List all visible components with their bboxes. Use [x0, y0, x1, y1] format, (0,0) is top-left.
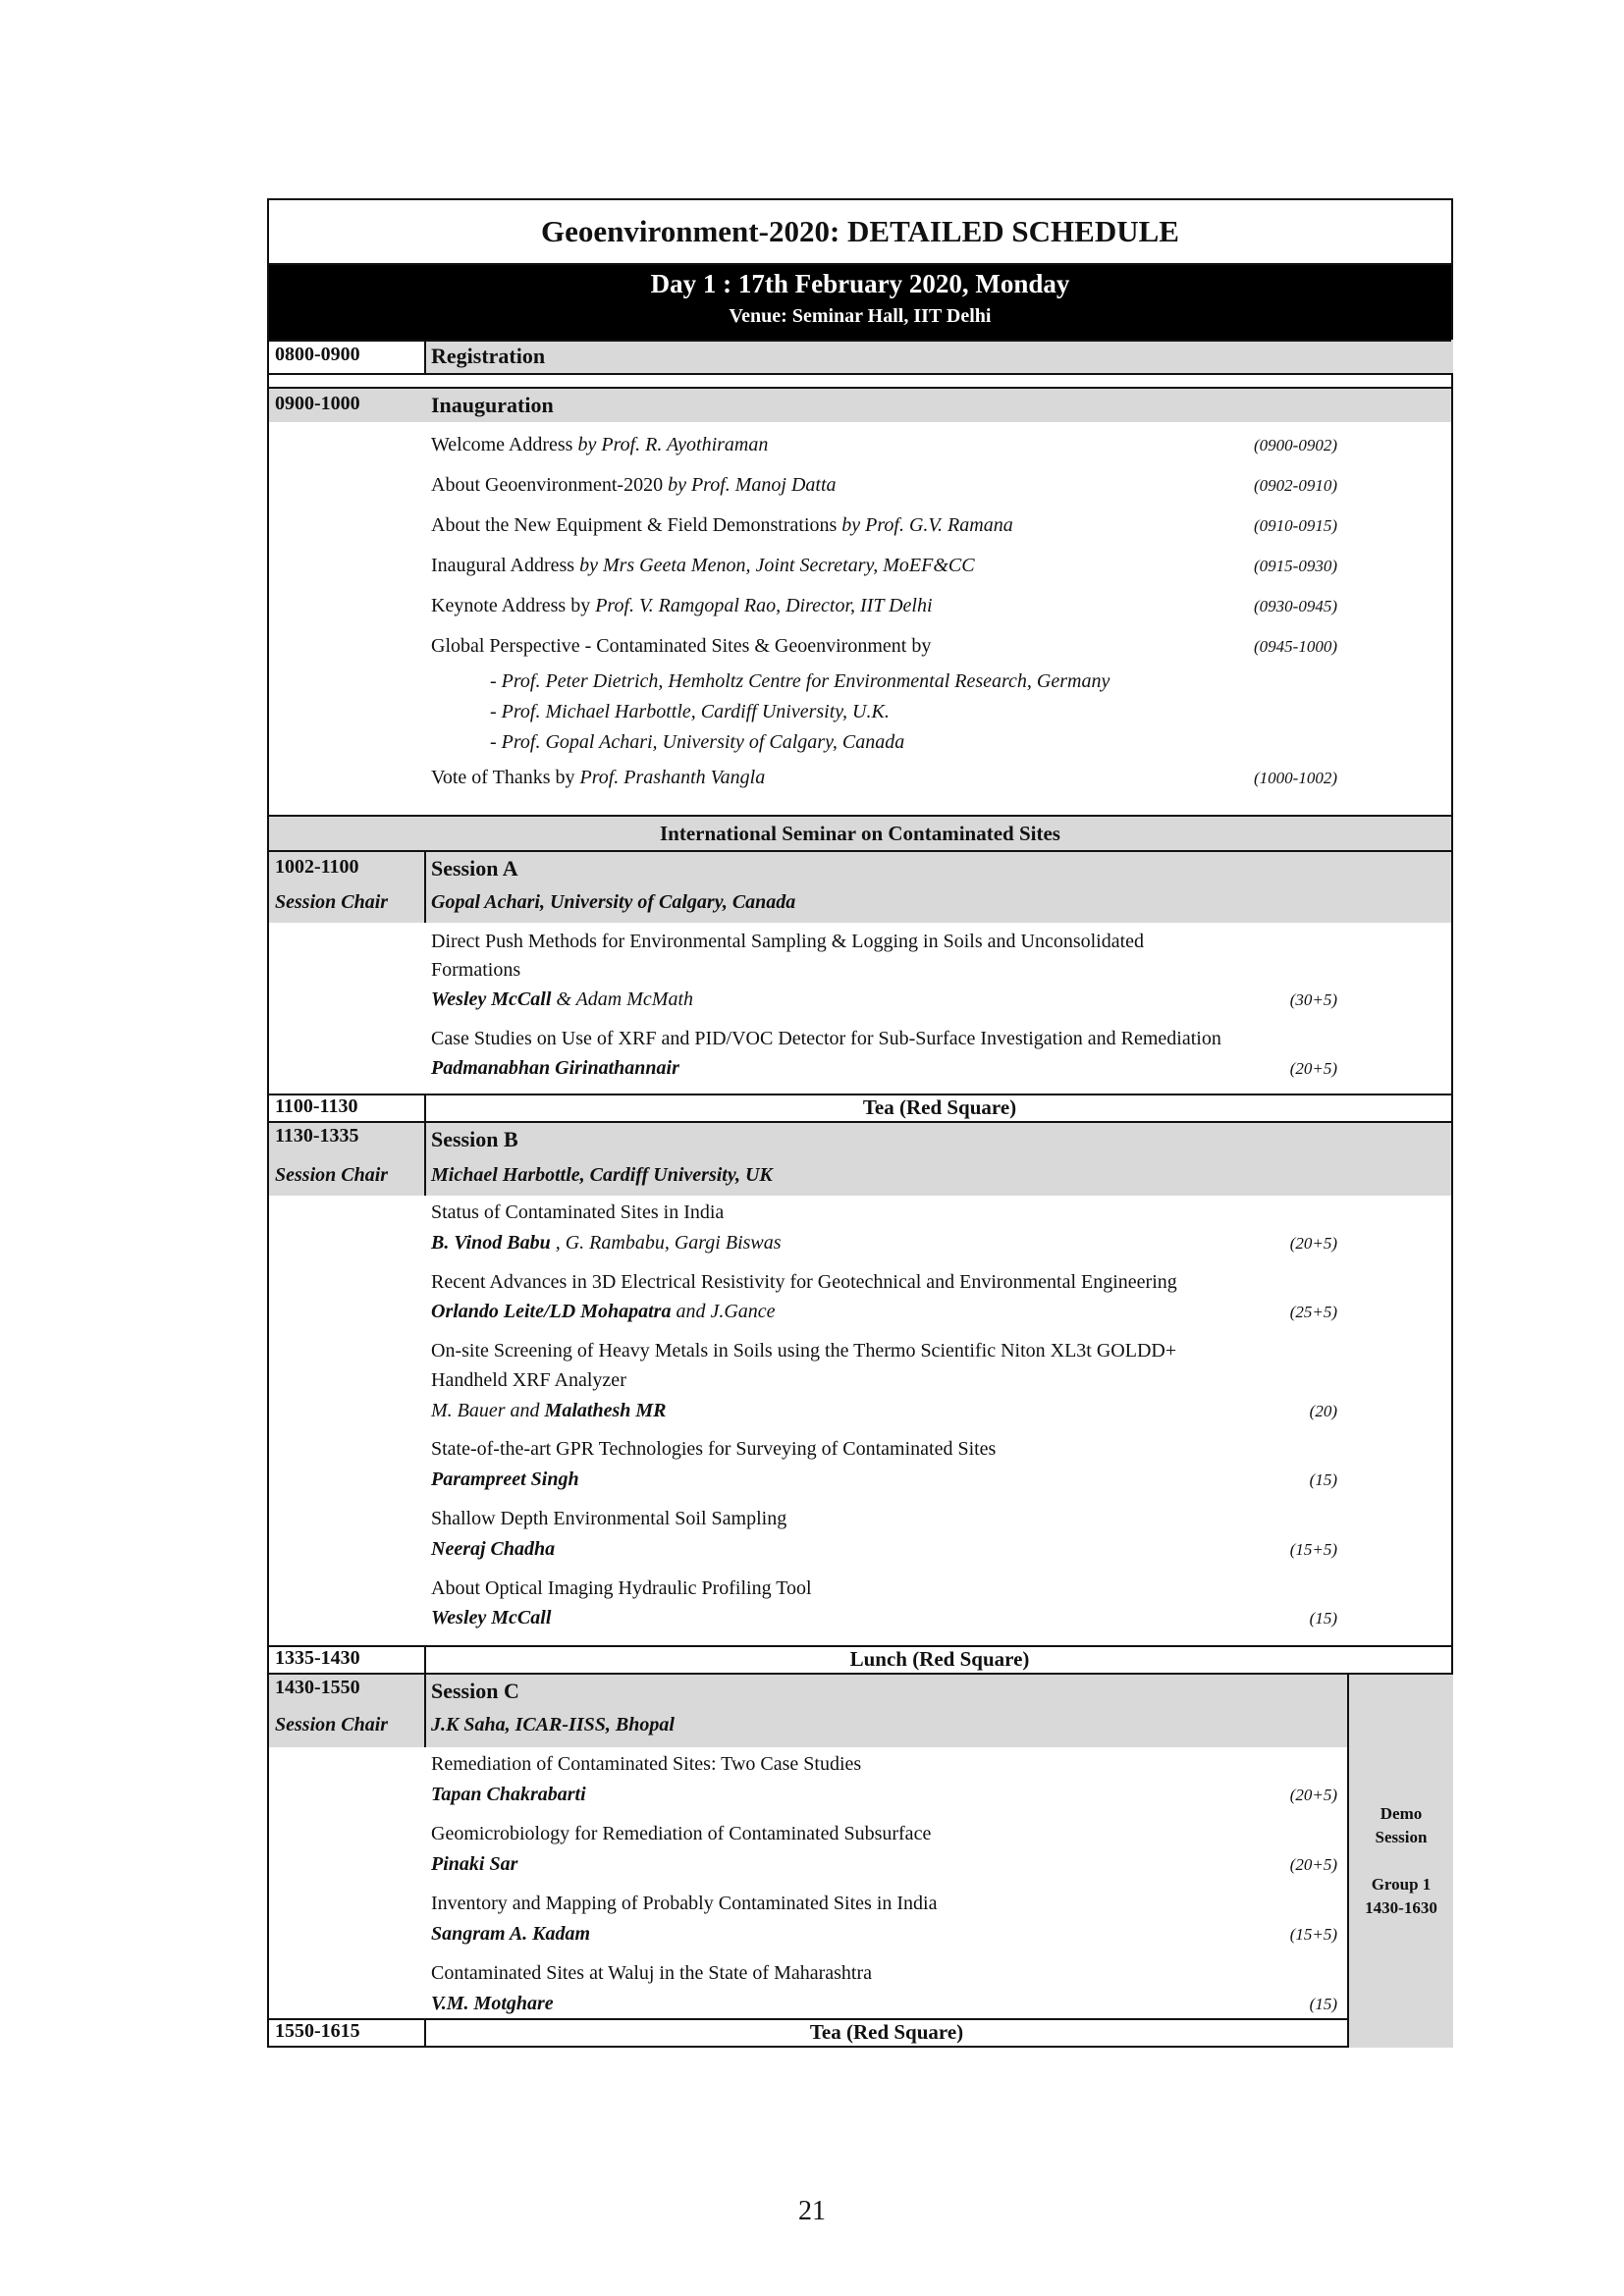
lunch-time: 1335-1430 [275, 1647, 360, 1669]
talk-author: Wesley McCall & Adam McMath [431, 988, 693, 1010]
talk-author: Wesley McCall [431, 1607, 552, 1629]
demo-session-label: Demo Session Group 1 1430-1630 [1365, 1804, 1437, 1917]
session-chair-label: Session Chair [275, 1164, 389, 1186]
seminar-title: International Seminar on Contaminated Sites [269, 817, 1451, 850]
agenda-item: Global Perspective - Contaminated Sites & Geoenvironment by [431, 635, 932, 657]
talk-title: Direct Push Methods for Environmental Sampling & Logging in Soils and Unconsolidated [431, 931, 1145, 952]
talk-title: Contaminated Sites at Waluj in the State of Maharashtra [431, 1962, 873, 1984]
talk-author: V.M. Motghare [431, 1993, 554, 2014]
tea-break: Tea (Red Square) [862, 1095, 1017, 1119]
session-b-chair: Michael Harbottle, Cardiff University, UK [431, 1164, 773, 1186]
talk-duration: (30+5) [1289, 990, 1337, 1009]
agenda-time: (0902-0910) [1254, 476, 1337, 495]
registration-label: Registration [431, 344, 546, 368]
talk-duration: (20+5) [1289, 1786, 1337, 1804]
talk-author: Padmanabhan Girinathannair [431, 1057, 679, 1079]
talk-title: Handheld XRF Analyzer [431, 1369, 626, 1391]
talk-title: Shallow Depth Environmental Soil Sampling [431, 1508, 787, 1529]
talk-author: B. Vinod Babu , G. Rambabu, Gargi Biswas [431, 1232, 782, 1254]
inauguration-label: Inauguration [431, 393, 554, 417]
venue: Venue: Seminar Hall, IIT Delhi [729, 305, 992, 327]
talk-duration: (25+5) [1289, 1303, 1337, 1321]
talk-author: Neeraj Chadha [431, 1538, 556, 1560]
registration-band [426, 340, 1453, 373]
divider [269, 340, 1451, 342]
schedule-table [267, 198, 1453, 2048]
session-a-time: 1002-1100 [275, 856, 359, 878]
talk-duration: (15) [1309, 1609, 1337, 1628]
session-c-time: 1430-1550 [275, 1677, 360, 1698]
talk-author: Orlando Leite/LD Mohapatra and J.Gance [431, 1301, 776, 1322]
talk-title: About Optical Imaging Hydraulic Profiling Tool [431, 1577, 812, 1599]
page-number: 21 [798, 2196, 826, 2226]
session-c-title: Session C [431, 1679, 519, 1703]
talk-duration: (20+5) [1289, 1059, 1337, 1078]
schedule-title: Geoenvironment-2020: DETAILED SCHEDULE [541, 214, 1179, 248]
agenda-item: About Geoenvironment-2020 by Prof. Manoj Datta [431, 474, 837, 496]
speaker: - Prof. Peter Dietrich, Hemholtz Centre for Environmental Research, Germany [490, 670, 1110, 692]
registration-time: 0800-0900 [275, 344, 360, 365]
agenda-time: (0900-0902) [1254, 436, 1337, 454]
talk-duration: (20+5) [1289, 1234, 1337, 1253]
talk-duration: (20+5) [1289, 1855, 1337, 1874]
talk-title: Recent Advances in 3D Electrical Resistivity for Geotechnical and Environmental Engineering [431, 1271, 1177, 1293]
agenda-item: Welcome Address by Prof. R. Ayothiraman [431, 434, 769, 455]
talk-author: Parampreet Singh [431, 1468, 579, 1490]
agenda-item: Inaugural Address by Mrs Geeta Menon, Joint Secretary, MoEF&CC [431, 555, 975, 576]
talk-duration: (20) [1309, 1402, 1337, 1420]
talk-title: Case Studies on Use of XRF and PID/VOC Detector for Sub-Surface Investigation and Remediation [431, 1028, 1221, 1049]
talk-title: On-site Screening of Heavy Metals in Soils using the Thermo Scientific Niton XL3t GOLDD+ [431, 1340, 1177, 1362]
divider [269, 373, 1451, 375]
session-a-title: Session A [431, 856, 518, 881]
session-chair-label: Session Chair [275, 891, 389, 913]
session-b-title: Session B [431, 1127, 518, 1151]
day-title: Day 1 : 17th February 2020, Monday [650, 269, 1070, 298]
talk-title: Formations [431, 959, 521, 981]
agenda-time: (0930-0945) [1254, 597, 1337, 615]
speaker: - Prof. Michael Harbottle, Cardiff University, U.K. [490, 701, 890, 722]
talk-author: Tapan Chakrabarti [431, 1784, 586, 1805]
divider [424, 1675, 426, 1747]
agenda-time: (0910-0915) [1254, 516, 1337, 535]
speaker: - Prof. Gopal Achari, University of Calgary, Canada [490, 731, 905, 753]
talk-duration: (15+5) [1289, 1540, 1337, 1559]
session-chair-label: Session Chair [275, 1714, 389, 1735]
talk-duration: (15+5) [1289, 1925, 1337, 1944]
talk-duration: (15) [1309, 1470, 1337, 1489]
day-header [269, 265, 1451, 340]
talk-author: Pinaki Sar [431, 1853, 518, 1875]
agenda-time: (1000-1002) [1254, 769, 1337, 787]
inauguration-time: 0900-1000 [275, 393, 360, 414]
agenda-time: (0915-0930) [1254, 557, 1337, 575]
talk-title: Remediation of Contaminated Sites: Two Case Studies [431, 1753, 862, 1775]
agenda-item: Vote of Thanks by Prof. Prashanth Vangla [431, 767, 766, 788]
divider [424, 340, 426, 373]
talk-duration: (15) [1309, 1995, 1337, 2013]
session-b-time: 1130-1335 [275, 1125, 359, 1147]
session-c-chair: J.K Saha, ICAR-IISS, Bhopal [431, 1714, 675, 1735]
divider [424, 1123, 426, 1196]
session-a-chair: Gopal Achari, University of Calgary, Canada [431, 891, 796, 913]
talk-title: Geomicrobiology for Remediation of Contaminated Subsurface [431, 1823, 932, 1844]
talk-author: M. Bauer and Malathesh MR [431, 1400, 667, 1421]
agenda-item: About the New Equipment & Field Demonstrations by Prof. G.V. Ramana [431, 514, 1013, 536]
tea-time: 1550-1615 [275, 2020, 360, 2042]
lunch-break: Lunch (Red Square) [849, 1647, 1030, 1671]
tea-time: 1100-1130 [275, 1095, 358, 1117]
talk-author: Sangram A. Kadam [431, 1923, 591, 1945]
talk-title: Status of Contaminated Sites in India [431, 1201, 725, 1223]
agenda-item: Keynote Address by Prof. V. Ramgopal Rao, Director, IIT Delhi [431, 595, 933, 616]
talk-title: Inventory and Mapping of Probably Contaminated Sites in India [431, 1893, 938, 1914]
agenda-time: (0945-1000) [1254, 637, 1337, 656]
tea-break: Tea (Red Square) [809, 2020, 964, 2044]
divider [424, 852, 426, 923]
talk-title: State-of-the-art GPR Technologies for Surveying of Contaminated Sites [431, 1438, 997, 1460]
